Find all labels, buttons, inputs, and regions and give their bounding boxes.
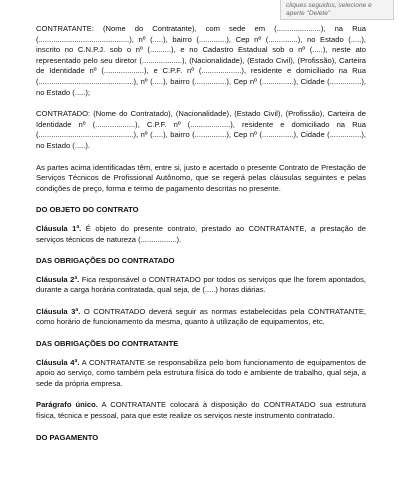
clausula-1-label: Cláusula 1ª. — [36, 223, 82, 233]
clausula-1 — [36, 224, 366, 245]
partes-paragraph: As partes acima identificadas têm, entre si, justo e acertado o presente Contrato de Prestação de Serviços Técnicos de Profissional Autônomo, que se regerá pelas cláusulas seguintes e pelas condições de preço, forma e termo de pagamento descritas no presente. — [36, 162, 366, 193]
section-heading-obrigacoes-contratado: DAS OBRIGAÇÕES DO CONTRATADO — [36, 256, 175, 266]
clausula-3-label: Cláusula 3ª. — [36, 306, 81, 316]
contratado-paragraph: CONTRATADO: (Nome do Contratado), (Nacionalidade), (Estado Civil), (Profissão), Carteira de Identidade nº (...................), C.P.F. nº (...................), residente e domiciliado na Rua (.............................................), nº (.....), bairro (...............), Cep nº (...............), Cidade (...............), no Estado (.....). — [36, 109, 366, 150]
clausula-4-text: A CONTRATANTE se responsabiliza pelo bom funcionamento de equipamentos de apoio ao serviço, como também pela estrutura física do todo e ambiente de trabalho, qual seja, a sede da própria empresa. — [36, 357, 366, 388]
paragrafo-unico-label: Parágrafo único. — [36, 400, 98, 410]
instruction-tooltip — [280, 0, 394, 20]
clausula-3-text: O CONTRATADO deverá seguir as normas estabelecidas pela CONTRATANTE, como horário de funcionamento da mesma, quanto à utilização de equipamentos, etc. — [36, 306, 366, 327]
clausula-2 — [36, 275, 366, 296]
contract-document — [36, 24, 366, 443]
clausula-2-label: Cláusula 2ª. — [36, 274, 80, 284]
contratante-paragraph: CONTRATANTE: (Nome do Contratante), com sede em (.....................), na Rua (...........................................), nº (.....), bairro (.............), Cep nº (..............), no Estado (.....), inscrito no C.N.P.J. sob o nº (..........), e no Cadastro Estadual sob o nº (.....), neste ato representado pelo seu diretor (...................), (Nacionalidade), (Estado Civil), (Profissão), Carteira de Identidade nº (...................), e C.P.F. nº (...................), residente e domiciliado na Rua (.............................................), nº (.....), bairro (...............), Cep nº (...............), Cidade (...............), no Estado (.....); — [36, 24, 366, 97]
section-heading-objeto: DO OBJETO DO CONTRATO — [36, 205, 139, 215]
paragrafo-unico — [36, 400, 366, 421]
section-heading-obrigacoes-contratante: DAS OBRIGAÇÕES DO CONTRATANTE — [36, 339, 179, 349]
clausula-1-text: É objeto do presente contrato, prestado ao CONTRATANTE, a prestação de serviços técnicos de natureza (.................). — [36, 223, 366, 244]
section-heading-pagamento: DO PAGAMENTO — [36, 432, 99, 442]
hint-line-1: cliques seguidos, selecione e — [286, 2, 372, 9]
clausula-3 — [36, 307, 366, 328]
paragrafo-unico-text: A CONTRATANTE colocará à disposição do CONTRATADO sua estrutura física, técnica e pessoal, para que este realize os serviços neste instrumento contratado. — [36, 400, 366, 421]
clausula-2-text: Fica responsável o CONTRATADO por todos os serviços que lhe forem apontados, durante a carga horária contratada, qual seja, de (.....) horas diárias. — [36, 274, 367, 295]
clausula-4 — [36, 358, 366, 390]
clausula-4-label: Cláusula 4ª. — [36, 357, 80, 367]
hint-line-2: aperte "Delete" — [286, 10, 331, 17]
